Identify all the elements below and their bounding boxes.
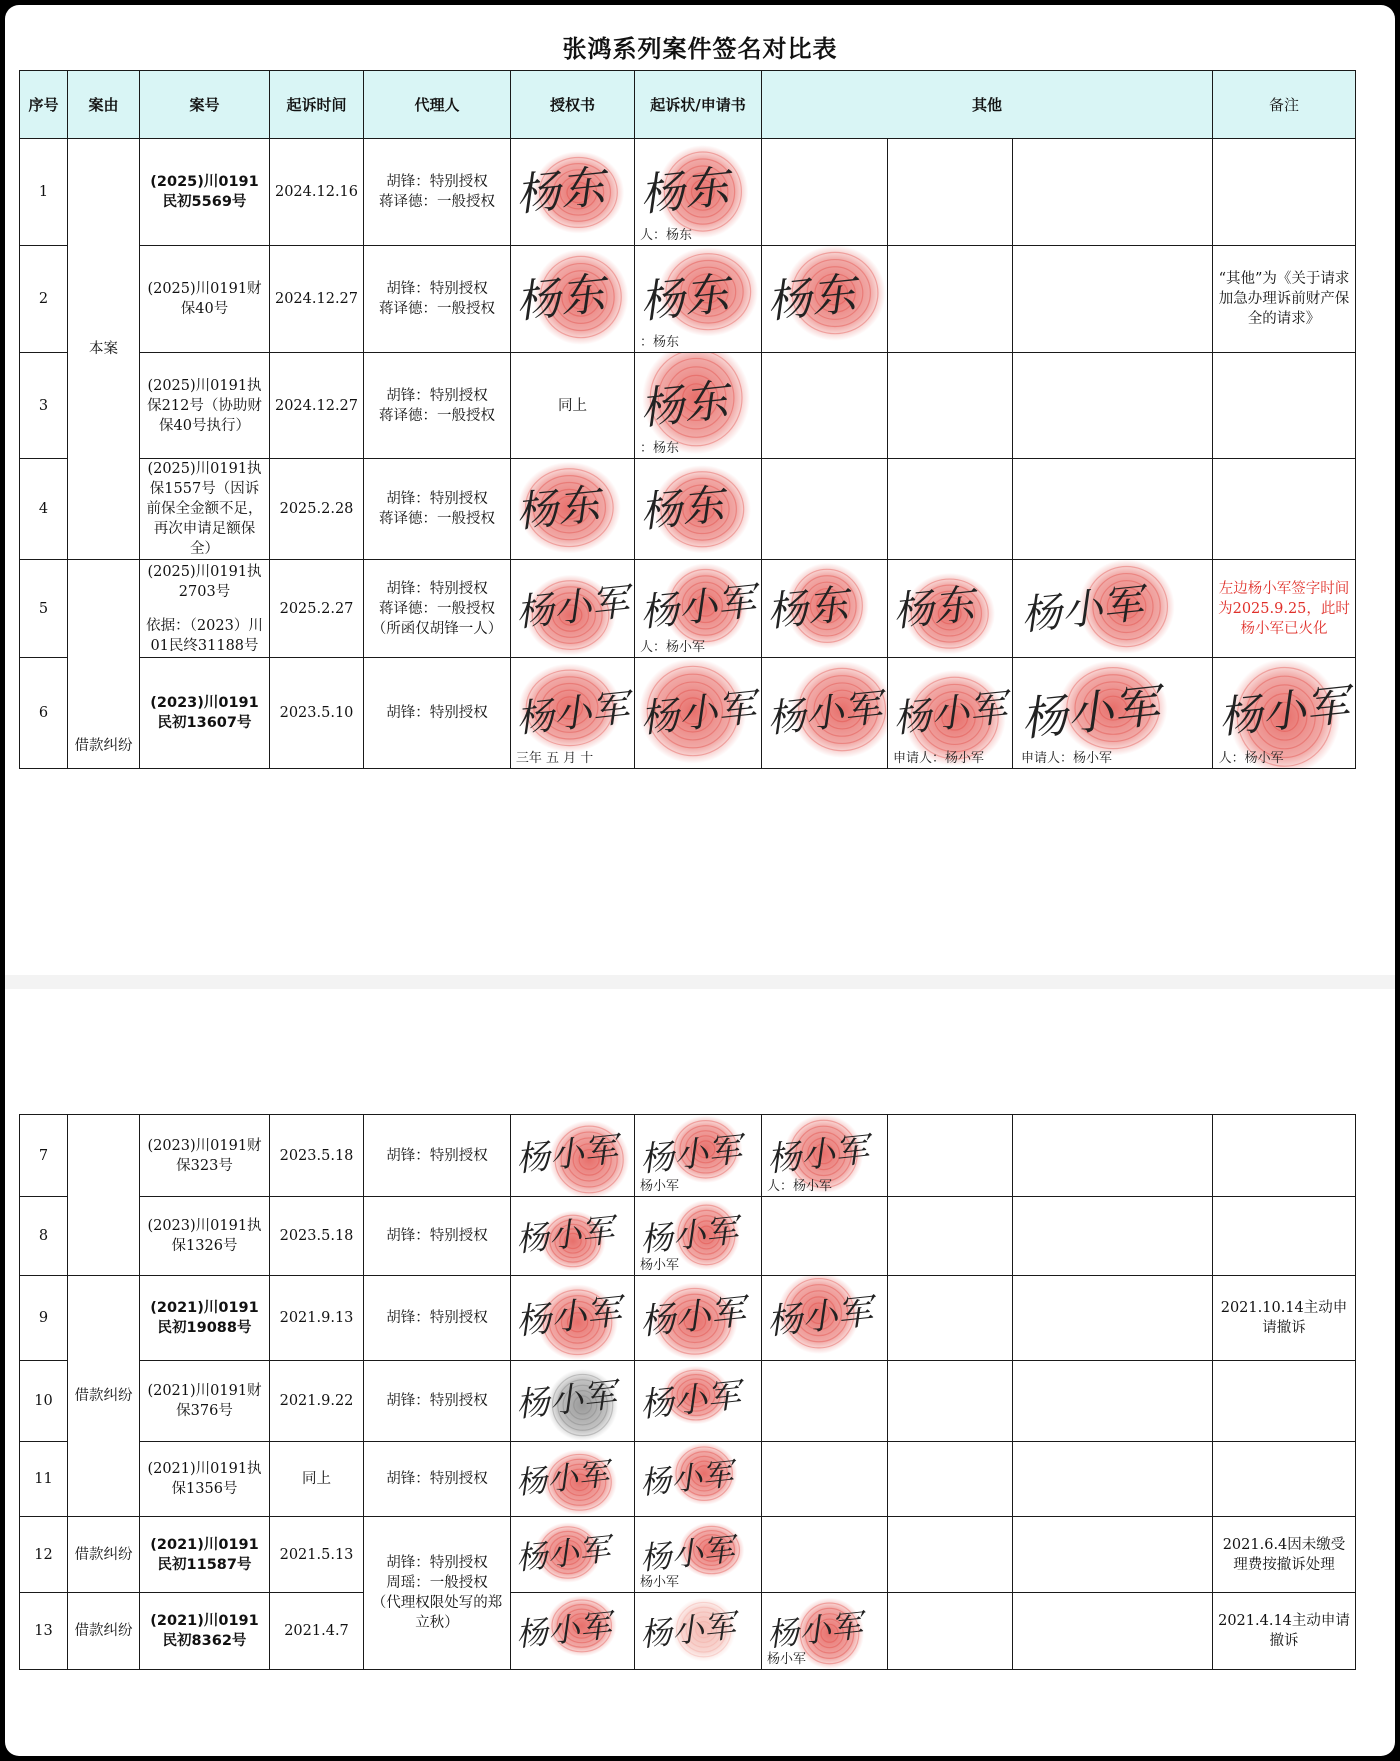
signature-fingerprint-image xyxy=(762,658,888,769)
signature-fingerprint-image xyxy=(635,658,762,769)
signature-picture xyxy=(762,658,887,768)
agent-line: 胡锋：特别授权 xyxy=(386,281,488,297)
case-no-cell: (2021)川0191执保1356号 xyxy=(140,1442,270,1517)
empty-cell xyxy=(888,1593,1013,1670)
case-no-cell: (2021)川0191财保376号 xyxy=(140,1361,270,1442)
handwritten-signature: 杨小军 xyxy=(638,685,759,743)
remark-cell: 2021.10.14主动申请撤诉 xyxy=(1213,1276,1356,1361)
agent-cell xyxy=(364,459,511,560)
date-cell: 2024.12.27 xyxy=(270,246,364,353)
case-no-text: (2025)川0191执2703号 xyxy=(147,563,262,600)
signature-picture xyxy=(635,353,761,458)
printed-caption: 三年 五 月 十 xyxy=(515,751,594,766)
cause-cell: 借款纠纷 xyxy=(68,1593,140,1670)
handwritten-signature: 杨小军 xyxy=(637,579,758,637)
handwritten-signature: 杨东 xyxy=(637,479,727,537)
empty-cell xyxy=(762,139,888,246)
signature-picture xyxy=(1213,658,1355,768)
signature-picture xyxy=(762,560,887,657)
printed-caption: 人：杨小军 xyxy=(1218,751,1284,766)
remark-cell xyxy=(1213,1361,1356,1442)
printed-caption: 人：杨小军 xyxy=(640,640,706,655)
handwritten-signature: 杨小军 xyxy=(513,1375,619,1425)
signature-picture xyxy=(635,658,761,768)
remark-cell: 2021.6.4因未缴受理费按撤诉处理 xyxy=(1213,1517,1356,1593)
agent-line: （代理权限处写的郑立秋） xyxy=(371,1595,503,1631)
signature-fingerprint-image xyxy=(635,1197,762,1276)
printed-caption: 杨小军 xyxy=(767,1652,807,1667)
signature-picture xyxy=(762,1593,887,1669)
table-row xyxy=(20,1361,1356,1442)
signature-picture xyxy=(1013,658,1212,768)
handwritten-signature: 杨东 xyxy=(513,161,608,222)
empty-cell xyxy=(1013,246,1213,353)
agent-line: 胡锋：特别授权 xyxy=(386,387,488,404)
header-other: 其他 xyxy=(762,71,1213,139)
signature-picture xyxy=(511,1361,634,1441)
remark-cell xyxy=(1213,459,1356,560)
agent-cell xyxy=(364,139,511,246)
agent-line: 蒋译德：一般授权 xyxy=(379,511,495,527)
table-row xyxy=(20,1197,1356,1276)
date-cell: 2024.12.27 xyxy=(270,353,364,459)
case-no-cell: (2025)川0191执保1557号（因诉前保全金额不足，再次申请足额保全） xyxy=(140,459,270,560)
signature-picture xyxy=(762,1115,887,1196)
signature-fingerprint-image xyxy=(511,1276,635,1361)
case-no-cell: (2025)川0191财保40号 xyxy=(140,246,270,353)
seq-cell: 12 xyxy=(20,1517,68,1593)
handwritten-signature: 杨小军 xyxy=(638,1129,744,1181)
handwritten-signature: 杨小军 xyxy=(765,1291,875,1343)
handwritten-signature: 杨东 xyxy=(890,579,977,636)
cause-cell: 借款纠纷 xyxy=(68,1517,140,1593)
signature-fingerprint-image xyxy=(635,1593,762,1670)
seq-cell: 9 xyxy=(20,1276,68,1361)
printed-caption: 杨小军 xyxy=(640,1179,680,1194)
signature-picture xyxy=(511,139,634,245)
signature-picture xyxy=(511,459,634,559)
signature-picture xyxy=(635,1276,761,1360)
signature-fingerprint-image xyxy=(635,560,762,658)
seq-cell: 5 xyxy=(20,560,68,658)
remark-cell: 左边杨小军签字时间为2025.9.25，此时杨小军已火化 xyxy=(1213,560,1356,658)
signature-fingerprint-image xyxy=(511,658,635,769)
empty-cell xyxy=(888,1517,1013,1593)
signature-fingerprint-image xyxy=(511,1115,635,1197)
handwritten-signature: 杨小军 xyxy=(890,685,1010,742)
header-agent: 代理人 xyxy=(364,71,511,139)
case-no-cell: (2021)川0191民初11587号 xyxy=(140,1517,270,1593)
signature-fingerprint-image xyxy=(511,1361,635,1442)
signature-fingerprint-image xyxy=(888,560,1013,658)
handwritten-signature: 杨东 xyxy=(637,268,732,329)
handwritten-signature: 杨小军 xyxy=(1018,579,1146,640)
signature-fingerprint-image xyxy=(511,139,635,246)
table-row xyxy=(20,1115,1356,1197)
table-row xyxy=(20,459,1356,560)
signature-picture xyxy=(635,1361,761,1441)
date-cell: 2023.5.18 xyxy=(270,1197,364,1276)
handwritten-signature: 杨小军 xyxy=(514,1531,613,1578)
empty-cell xyxy=(888,459,1013,560)
signature-fingerprint-image xyxy=(511,1442,635,1517)
handwritten-signature: 杨小军 xyxy=(765,685,885,743)
signature-picture xyxy=(511,1517,634,1592)
signature-fingerprint-image xyxy=(511,560,635,658)
printed-caption: 申请人：杨小军 xyxy=(1020,751,1112,766)
signature-fingerprint-image xyxy=(635,459,762,560)
page-divider xyxy=(5,975,1395,989)
agent-cell: 胡锋：特别授权 xyxy=(364,1115,511,1197)
agent-line: 蒋译德：一般授权 xyxy=(379,301,495,317)
seq-cell: 7 xyxy=(20,1115,68,1197)
table-row xyxy=(20,1593,1356,1670)
seq-cell: 2 xyxy=(20,246,68,353)
signature-picture xyxy=(511,1276,634,1360)
handwritten-signature: 杨小军 xyxy=(514,1211,616,1260)
agent-line: 胡锋：特别授权 xyxy=(386,174,488,190)
seq-cell: 6 xyxy=(20,658,68,769)
agent-cell: 胡锋：特别授权 xyxy=(364,658,511,769)
signature-picture xyxy=(888,560,1012,657)
signature-picture xyxy=(511,1442,634,1516)
empty-cell xyxy=(888,139,1013,246)
signature-fingerprint-image xyxy=(762,1115,888,1197)
printed-caption: ：杨东 xyxy=(640,441,680,456)
handwritten-signature: 杨小军 xyxy=(765,1606,865,1655)
handwritten-signature: 杨小军 xyxy=(638,1456,735,1502)
signature-fingerprint-image xyxy=(888,658,1013,769)
signature-fingerprint-image xyxy=(511,1517,635,1593)
handwritten-signature: 杨小军 xyxy=(638,1531,737,1578)
agent-cell: 胡锋：特别授权 xyxy=(364,1442,511,1517)
signature-picture xyxy=(511,560,634,657)
header-case-no: 案号 xyxy=(140,71,270,139)
seq-cell: 3 xyxy=(20,353,68,459)
date-cell: 2021.5.13 xyxy=(270,1517,364,1593)
signature-fingerprint-image xyxy=(635,1361,762,1442)
empty-cell xyxy=(888,1442,1013,1517)
remark-cell xyxy=(1213,1115,1356,1197)
signature-picture xyxy=(888,658,1012,768)
signature-picture xyxy=(511,1197,634,1275)
handwritten-signature: 杨小军 xyxy=(514,1606,614,1654)
signature-picture xyxy=(635,560,761,657)
empty-cell xyxy=(888,246,1013,353)
signature-picture xyxy=(762,246,887,352)
handwritten-signature: 杨小军 xyxy=(638,1211,740,1260)
date-cell: 2024.12.16 xyxy=(270,139,364,246)
case-no-cell: (2025)川0191民初5569号 xyxy=(140,139,270,246)
signature-picture xyxy=(635,1197,761,1275)
seq-cell: 13 xyxy=(20,1593,68,1670)
empty-cell xyxy=(888,1115,1013,1197)
remark-cell xyxy=(1213,1442,1356,1517)
signature-fingerprint-image xyxy=(635,353,762,459)
seq-cell: 1 xyxy=(20,139,68,246)
agent-cell xyxy=(364,246,511,353)
remark-cell xyxy=(1213,139,1356,246)
table-row xyxy=(20,658,1356,769)
page-title: 张鸿系列案件签名对比表 xyxy=(562,35,838,63)
header-cause: 案由 xyxy=(68,71,140,139)
handwritten-signature: 杨小军 xyxy=(513,685,632,741)
signature-fingerprint-image xyxy=(762,1276,888,1361)
handwritten-signature: 杨东 xyxy=(764,268,859,329)
handwritten-signature: 杨小军 xyxy=(514,1129,620,1181)
remark-cell xyxy=(1213,353,1356,459)
date-cell: 2021.9.13 xyxy=(270,1276,364,1361)
agent-line: 胡锋：特别授权 xyxy=(386,580,488,597)
signature-fingerprint-image xyxy=(1213,658,1356,769)
empty-cell xyxy=(762,459,888,560)
agent-line: 周瑶：一般授权 xyxy=(386,1575,488,1591)
cause-cell: 借款纠纷 xyxy=(68,1276,140,1517)
empty-cell xyxy=(762,1197,888,1276)
cause-cell-continued xyxy=(68,1115,140,1276)
case-basis-text: 依据：（2023）川01民终31188号 xyxy=(146,617,263,654)
signature-fingerprint-image xyxy=(511,1197,635,1276)
signature-picture xyxy=(635,1517,761,1592)
remark-cell: 2021.4.14主动申请撤诉 xyxy=(1213,1593,1356,1670)
empty-cell xyxy=(1013,1115,1213,1197)
case-no-cell: (2023)川0191财保323号 xyxy=(140,1115,270,1197)
case-no-cell: (2025)川0191执保212号（协助财保40号执行） xyxy=(140,353,270,459)
date-cell: 2025.2.28 xyxy=(270,459,364,560)
table-row xyxy=(20,353,1356,459)
case-no-cell: (2023)川0191民初13607号 xyxy=(140,658,270,769)
signature-fingerprint-image xyxy=(1013,658,1213,769)
handwritten-signature: 杨小军 xyxy=(638,1375,743,1425)
cause-cell: 本案 xyxy=(68,139,140,560)
printed-caption: ：杨东 xyxy=(640,335,680,350)
signature-fingerprint-image xyxy=(635,1517,762,1593)
signature-fingerprint-image xyxy=(635,246,762,353)
case-no-cell: (2021)川0191民初19088号 xyxy=(140,1276,270,1361)
printed-caption: 杨小军 xyxy=(640,1575,680,1590)
empty-cell xyxy=(1013,1442,1213,1517)
empty-cell xyxy=(888,1276,1013,1361)
handwritten-signature: 杨小军 xyxy=(1216,680,1352,744)
handwritten-signature: 杨小军 xyxy=(514,1456,611,1502)
seq-cell: 11 xyxy=(20,1442,68,1517)
table-row xyxy=(20,246,1356,353)
empty-cell xyxy=(888,1361,1013,1442)
agent-cell: 胡锋：特别授权 xyxy=(364,1361,511,1442)
signature-fingerprint-image xyxy=(511,246,635,353)
signature-fingerprint-image xyxy=(635,1115,762,1197)
agent-line: 胡锋：特别授权 xyxy=(386,1555,488,1571)
empty-cell xyxy=(1013,1517,1213,1593)
header-authorization: 授权书 xyxy=(511,71,635,139)
signature-fingerprint-image xyxy=(762,560,888,658)
signature-fingerprint-image xyxy=(762,1593,888,1670)
table-row xyxy=(20,1517,1356,1593)
handwritten-signature: 杨小军 xyxy=(638,1606,738,1655)
signature-fingerprint-image xyxy=(511,459,635,560)
table-row xyxy=(20,1276,1356,1361)
empty-cell xyxy=(762,1442,888,1517)
handwritten-signature: 杨小军 xyxy=(513,579,631,635)
cause-cell: 借款纠纷 xyxy=(68,560,140,769)
empty-cell xyxy=(1013,1197,1213,1276)
signature-fingerprint-image xyxy=(1013,560,1213,658)
header-filing-date: 起诉时间 xyxy=(270,71,364,139)
signature-picture xyxy=(1013,560,1212,657)
date-cell: 2025.2.27 xyxy=(270,560,364,658)
empty-cell xyxy=(762,1361,888,1442)
agent-cell: 胡锋：特别授权 xyxy=(364,1197,511,1276)
printed-caption: 杨小军 xyxy=(640,1258,680,1273)
agent-line: 蒋译德：一般授权 xyxy=(379,194,495,210)
date-cell: 2023.5.18 xyxy=(270,1115,364,1197)
signature-picture xyxy=(635,1593,761,1669)
printed-caption: 申请人：杨小军 xyxy=(892,751,984,766)
date-cell: 同上 xyxy=(270,1442,364,1517)
agent-cell xyxy=(364,560,511,658)
table-row xyxy=(20,1442,1356,1517)
document-page xyxy=(5,5,1395,1756)
remark-cell xyxy=(1213,1197,1356,1276)
signature-fingerprint-image xyxy=(635,1276,762,1361)
signature-picture xyxy=(511,658,634,768)
case-no-cell: (2021)川0191民初8362号 xyxy=(140,1593,270,1670)
empty-cell xyxy=(762,353,888,459)
case-no-cell: (2023)川0191执保1326号 xyxy=(140,1197,270,1276)
handwritten-signature: 杨东 xyxy=(637,161,732,222)
signature-picture xyxy=(635,139,761,245)
header-remarks: 备注 xyxy=(1213,71,1356,139)
agent-cell xyxy=(364,353,511,459)
printed-caption: 人：杨东 xyxy=(640,228,693,243)
signature-picture xyxy=(762,1276,887,1360)
empty-cell xyxy=(888,1197,1013,1276)
signature-picture xyxy=(511,246,634,352)
handwritten-signature: 杨小军 xyxy=(638,1291,748,1344)
empty-cell xyxy=(1013,139,1213,246)
seq-cell: 10 xyxy=(20,1361,68,1442)
handwritten-signature: 杨小军 xyxy=(1018,678,1162,747)
handwritten-signature: 杨东 xyxy=(513,268,608,329)
signature-picture xyxy=(635,1442,761,1516)
header-seq: 序号 xyxy=(20,71,68,139)
handwritten-signature: 杨东 xyxy=(764,579,851,637)
signature-fingerprint-image xyxy=(762,246,888,353)
comparison-table-part2 xyxy=(19,1114,1356,1670)
signature-fingerprint-image xyxy=(511,1593,635,1670)
header-complaint: 起诉状/申请书 xyxy=(635,71,762,139)
signature-fingerprint-image xyxy=(635,139,762,246)
handwritten-signature: 杨东 xyxy=(513,479,603,537)
handwritten-signature: 杨小军 xyxy=(513,1291,624,1343)
signature-picture xyxy=(635,1115,761,1196)
handwritten-signature: 杨小军 xyxy=(765,1129,871,1181)
empty-cell xyxy=(1013,1276,1213,1361)
remark-cell: “其他”为《关于请求加急办理诉前财产保全的请求》 xyxy=(1213,246,1356,353)
empty-cell xyxy=(762,1517,888,1593)
signature-picture xyxy=(511,1593,634,1669)
table-row xyxy=(20,139,1356,246)
date-cell: 2021.9.22 xyxy=(270,1361,364,1442)
agent-line: 蒋译德：一般授权（所函仅胡锋一人） xyxy=(371,600,503,637)
agent-cell: 胡锋：特别授权 xyxy=(364,1276,511,1361)
empty-cell xyxy=(1013,1593,1213,1670)
date-cell: 2021.4.7 xyxy=(270,1593,364,1670)
signature-picture xyxy=(635,246,761,352)
agent-line: 胡锋：特别授权 xyxy=(386,491,488,507)
same-as-above-cell: 同上 xyxy=(511,353,635,459)
comparison-table-part1 xyxy=(19,70,1356,769)
signature-picture xyxy=(511,1115,634,1196)
seq-cell: 8 xyxy=(20,1197,68,1276)
seq-cell: 4 xyxy=(20,459,68,560)
empty-cell xyxy=(1013,459,1213,560)
printed-caption: 人：杨小军 xyxy=(767,1179,833,1194)
empty-cell xyxy=(888,353,1013,459)
empty-cell xyxy=(1013,1361,1213,1442)
empty-cell xyxy=(1013,353,1213,459)
date-cell: 2023.5.10 xyxy=(270,658,364,769)
table-row xyxy=(20,560,1356,658)
agent-line: 蒋译德：一般授权 xyxy=(379,407,495,424)
signature-picture xyxy=(635,459,761,559)
signature-fingerprint-image xyxy=(635,1442,762,1517)
agent-cell xyxy=(364,1517,511,1670)
case-no-cell xyxy=(140,560,270,658)
handwritten-signature: 杨东 xyxy=(637,375,731,436)
